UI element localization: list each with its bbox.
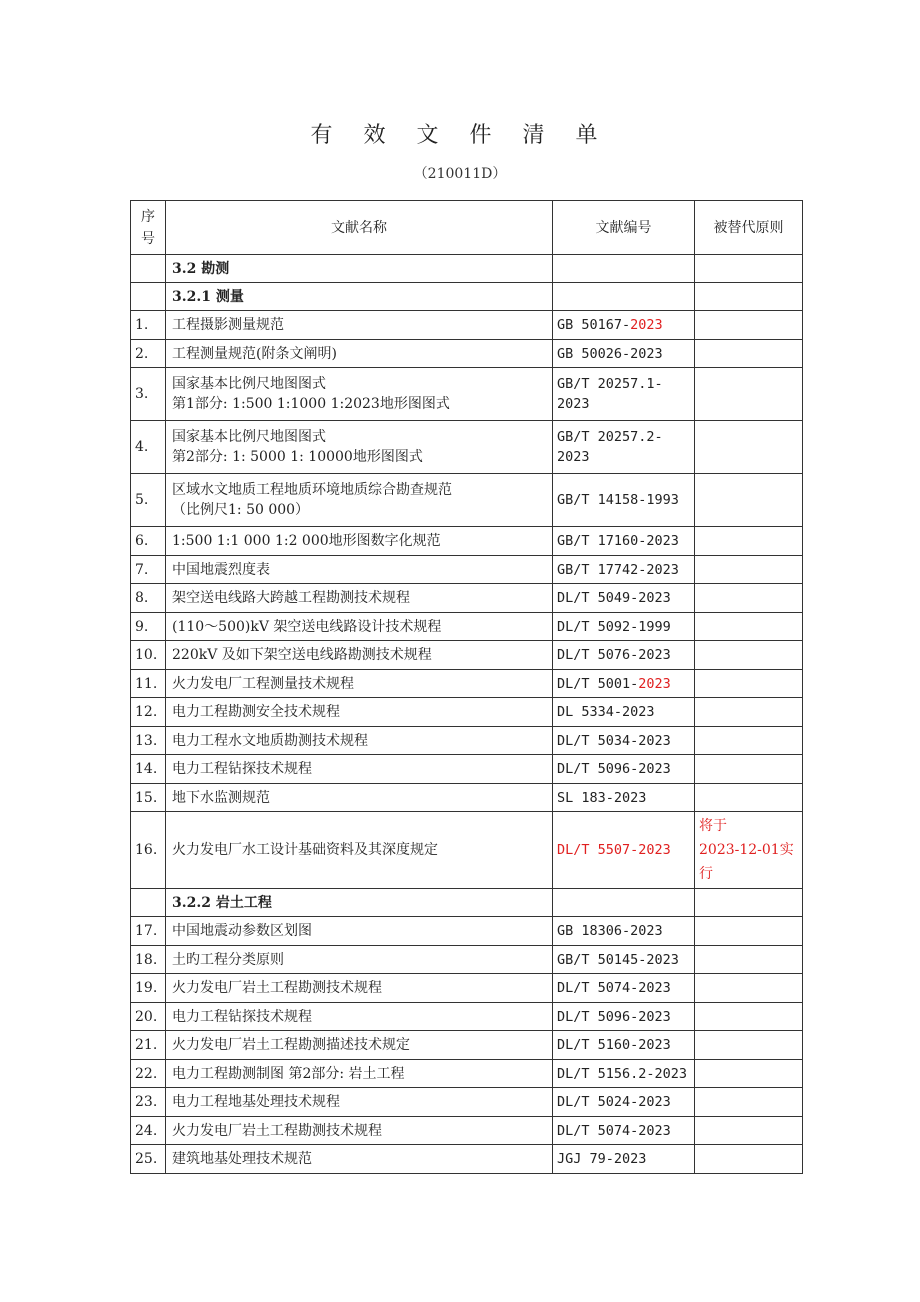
row-number: 19. xyxy=(131,974,166,1003)
document-code xyxy=(553,556,695,584)
row-number: 3. xyxy=(131,368,166,421)
document-code xyxy=(553,340,695,368)
section-code-cell xyxy=(553,889,695,917)
table-row xyxy=(131,613,803,641)
document-code xyxy=(553,784,695,812)
replaced-note xyxy=(695,1060,803,1088)
section-title: 3.2.1 测量 xyxy=(166,283,553,311)
table-row xyxy=(131,556,803,584)
code-text: GB/T 17742-2023 xyxy=(557,561,679,578)
table-row xyxy=(131,421,803,474)
code-text: SL 183-2023 xyxy=(557,789,647,806)
table-row xyxy=(131,946,803,974)
section-no-cell xyxy=(131,255,166,283)
table-header-row xyxy=(131,201,803,255)
row-number: 23. xyxy=(131,1088,166,1117)
code-text: GB 50167- xyxy=(557,317,631,333)
replaced-note xyxy=(695,698,803,727)
replaced-note xyxy=(695,556,803,584)
replaced-note xyxy=(695,1003,803,1031)
replaced-note xyxy=(695,340,803,368)
section-code-cell xyxy=(553,283,695,311)
code-text: DL/T 5001- xyxy=(557,675,639,692)
table-row xyxy=(131,368,803,421)
document-code xyxy=(553,755,695,784)
document-code xyxy=(553,1060,695,1088)
table-row xyxy=(131,917,803,946)
row-number: 13. xyxy=(131,727,166,755)
document-name: 火力发电厂水工设计基础资料及其深度规定 xyxy=(166,812,553,889)
table-row xyxy=(131,727,803,755)
section-code-cell xyxy=(553,255,695,283)
document-code xyxy=(553,1031,695,1060)
document-code xyxy=(553,1117,695,1145)
section-title: 3.2.2 岩土工程 xyxy=(166,889,553,917)
table-row xyxy=(131,1003,803,1031)
document-name: 1:500 1:1 000 1:2 000地形图数字化规范 xyxy=(166,527,553,556)
code-text: GB/T 50145-2023 xyxy=(557,951,679,968)
code-text: GB/T 14158-1993 xyxy=(557,492,679,508)
code-highlight: 2023 xyxy=(638,675,671,692)
code-text: DL/T 5096-2023 xyxy=(557,761,671,777)
replaced-note xyxy=(695,527,803,556)
code-text: GB/T 17160-2023 xyxy=(557,533,679,549)
row-number: 25. xyxy=(131,1145,166,1174)
replaced-note xyxy=(695,1031,803,1060)
code-text: DL/T 5074-2023 xyxy=(557,1122,671,1139)
row-number: 14. xyxy=(131,755,166,784)
replaced-note xyxy=(695,670,803,698)
row-number: 16. xyxy=(131,812,166,889)
row-number: 1. xyxy=(131,311,166,340)
document-name: 电力工程钻探技术规程 xyxy=(166,755,553,784)
document-name: 国家基本比例尺地图图式 第1部分: 1:500 1:1000 1:2023地形图图式 xyxy=(166,368,553,421)
document-code xyxy=(553,641,695,670)
table-row xyxy=(131,698,803,727)
document-code xyxy=(553,584,695,613)
section-row xyxy=(131,255,803,283)
document-name: 火力发电厂岩土工程勘测技术规程 xyxy=(166,1117,553,1145)
document-code: （210011D） xyxy=(413,166,507,182)
section-row xyxy=(131,889,803,917)
document-code xyxy=(553,527,695,556)
replaced-note xyxy=(695,974,803,1003)
table-row xyxy=(131,812,803,889)
section-replaced-cell xyxy=(695,889,803,917)
document-code xyxy=(553,727,695,755)
table-row xyxy=(131,584,803,613)
table-body xyxy=(131,255,803,1174)
document-name: 建筑地基处理技术规范 xyxy=(166,1145,553,1174)
section-replaced-cell xyxy=(695,255,803,283)
code-text: DL/T 5096-2023 xyxy=(557,1008,671,1025)
replaced-note xyxy=(695,641,803,670)
replaced-note xyxy=(695,755,803,784)
document-name: 工程测量规范(附条文阐明) xyxy=(166,340,553,368)
document-name: 土旳工程分类原则 xyxy=(166,946,553,974)
code-text: JGJ 79-2023 xyxy=(557,1151,647,1167)
header-no: 序 号 xyxy=(131,201,166,255)
code-text: DL/T 5076-2023 xyxy=(557,647,671,663)
replaced-note xyxy=(695,368,803,421)
row-number: 6. xyxy=(131,527,166,556)
row-number: 7. xyxy=(131,556,166,584)
header-replaced: 被替代原则 xyxy=(695,201,803,255)
replaced-note xyxy=(695,1117,803,1145)
row-number: 4. xyxy=(131,421,166,474)
code-highlight: 2023 xyxy=(630,317,663,333)
replaced-note xyxy=(695,1088,803,1117)
row-number: 18. xyxy=(131,946,166,974)
row-number: 17. xyxy=(131,917,166,946)
code-text: DL/T 5034-2023 xyxy=(557,732,671,749)
document-name: 区域水文地质工程地质环境地质综合勘查规范 （比例尺1: 50 000） xyxy=(166,474,553,527)
header-name: 文献名称 xyxy=(166,201,553,255)
row-number: 2. xyxy=(131,340,166,368)
table-row xyxy=(131,641,803,670)
document-name: 火力发电厂岩土工程勘测描述技术规定 xyxy=(166,1031,553,1060)
document-name: 工程摄影测量规范 xyxy=(166,311,553,340)
code-text: DL 5334-2023 xyxy=(557,704,655,720)
code-text: DL/T 5024-2023 xyxy=(557,1094,671,1110)
document-name: 220kV 及如下架空送电线路勘测技术规程 xyxy=(166,641,553,670)
document-code xyxy=(553,917,695,946)
document-code xyxy=(553,474,695,527)
document-code xyxy=(553,368,695,421)
document-code xyxy=(553,812,695,889)
table-row xyxy=(131,474,803,527)
replaced-note xyxy=(695,421,803,474)
section-row xyxy=(131,283,803,311)
document-code xyxy=(553,698,695,727)
code-highlight: DL/T 5507-2023 xyxy=(557,842,671,858)
table-row xyxy=(131,1060,803,1088)
replaced-note xyxy=(695,917,803,946)
header-code: 文献编号 xyxy=(553,201,695,255)
section-no-cell xyxy=(131,889,166,917)
table-row xyxy=(131,974,803,1003)
document-name: (110～500)kV 架空送电线路设计技术规程 xyxy=(166,613,553,641)
section-title: 3.2 勘测 xyxy=(166,255,553,283)
row-number: 8. xyxy=(131,584,166,613)
code-text: GB/T 20257.1-2023 xyxy=(557,376,663,412)
section-no-cell xyxy=(131,283,166,311)
document-name: 电力工程地基处理技术规程 xyxy=(166,1088,553,1117)
replaced-note xyxy=(695,946,803,974)
code-text: DL/T 5074-2023 xyxy=(557,980,671,996)
row-number: 21. xyxy=(131,1031,166,1060)
row-number: 5. xyxy=(131,474,166,527)
document-name: 中国地震烈度表 xyxy=(166,556,553,584)
document-name: 架空送电线路大跨越工程勘测技术规程 xyxy=(166,584,553,613)
table-row xyxy=(131,527,803,556)
replaced-note xyxy=(695,613,803,641)
replaced-note xyxy=(695,784,803,812)
standards-table xyxy=(130,200,803,1174)
replaced-note xyxy=(695,474,803,527)
table-row xyxy=(131,670,803,698)
document-name: 火力发电厂工程测量技术规程 xyxy=(166,670,553,698)
replaced-note xyxy=(695,1145,803,1174)
section-replaced-cell xyxy=(695,283,803,311)
code-text: GB 50026-2023 xyxy=(557,345,663,362)
replaced-note xyxy=(695,727,803,755)
document-name: 中国地震动参数区划图 xyxy=(166,917,553,946)
table-row xyxy=(131,1031,803,1060)
document-code xyxy=(553,1003,695,1031)
code-text: GB/T 20257.2-2023 xyxy=(557,429,663,465)
document-code xyxy=(553,946,695,974)
document-name: 电力工程钻探技术规程 xyxy=(166,1003,553,1031)
replaced-note xyxy=(695,311,803,340)
document-name: 国家基本比例尺地图图式 第2部分: 1: 5000 1: 10000地形图图式 xyxy=(166,421,553,474)
code-text: DL/T 5092-1999 xyxy=(557,618,671,635)
row-number: 10. xyxy=(131,641,166,670)
document-code xyxy=(553,670,695,698)
document-title: 有 效 文 件 清 单 xyxy=(310,123,610,148)
document-name: 电力工程水文地质勘测技术规程 xyxy=(166,727,553,755)
document-code xyxy=(553,613,695,641)
document-name: 火力发电厂岩土工程勘测技术规程 xyxy=(166,974,553,1003)
row-number: 11. xyxy=(131,670,166,698)
table-row xyxy=(131,1088,803,1117)
replaced-note xyxy=(695,584,803,613)
row-number: 22. xyxy=(131,1060,166,1088)
table-row xyxy=(131,1117,803,1145)
document-code xyxy=(553,974,695,1003)
document-name: 电力工程勘测安全技术规程 xyxy=(166,698,553,727)
document-name: 地下水监测规范 xyxy=(166,784,553,812)
table-row xyxy=(131,340,803,368)
code-text: DL/T 5049-2023 xyxy=(557,590,671,606)
row-number: 15. xyxy=(131,784,166,812)
code-text: GB 18306-2023 xyxy=(557,923,663,939)
document-name: 电力工程勘测制图 第2部分: 岩土工程 xyxy=(166,1060,553,1088)
table-row xyxy=(131,311,803,340)
code-text: DL/T 5156.2-2023 xyxy=(557,1065,688,1082)
table-row xyxy=(131,755,803,784)
document-code xyxy=(553,311,695,340)
table-row xyxy=(131,1145,803,1174)
replaced-note: 将于 2023-12-01实 行 xyxy=(695,812,803,889)
document-code xyxy=(553,421,695,474)
code-text: DL/T 5160-2023 xyxy=(557,1037,671,1053)
row-number: 24. xyxy=(131,1117,166,1145)
row-number: 12. xyxy=(131,698,166,727)
document-code xyxy=(553,1145,695,1174)
row-number: 9. xyxy=(131,613,166,641)
document-code xyxy=(553,1088,695,1117)
table-row xyxy=(131,784,803,812)
row-number: 20. xyxy=(131,1003,166,1031)
